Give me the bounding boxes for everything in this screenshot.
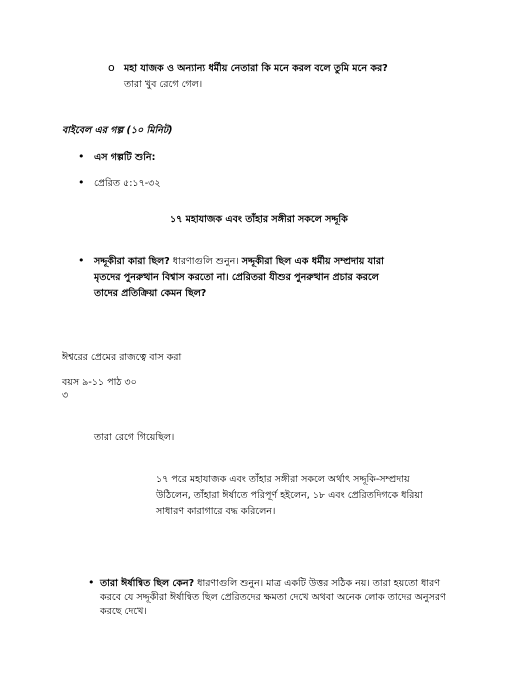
listen-instruction: এস গল্পটি শুনি: (94, 152, 156, 163)
question-2-line-1-rest: সদ্দূকীরা ছিল এক ধর্মীয় সম্প্রদায় যারা (241, 256, 384, 267)
hollow-bullet: o (108, 61, 115, 74)
scripture-line-3: সাধারণ কারাগারে বদ্ধ করিলেন। (156, 506, 276, 517)
question-2-instruction: ধারণাগুলি শুনুন। (169, 256, 242, 267)
question-3-line-2: করবে যে সদ্দূকীরা ঈর্ষান্বিত ছিল প্রেরিতদের ক্ষমতা দেখে অথবা অনেক লোক তাদের অনুসরণ (100, 592, 446, 603)
question-2-line-2: মৃতদের পুনরুত্থান বিশ্বাস করতো না। প্রেরিতরা যীশুর পুনরুত্থান প্রচার করলে (94, 272, 379, 283)
question-3-instruction: ধারণাগুলি শুনুন। মাত্র একটি উত্তর সঠিক নয়। তারা হয়তো ধারণ (194, 578, 441, 589)
age-lesson: বয়স ৯-১১ পাঠ ৩০ (62, 377, 137, 388)
question-2-line-3: তাদের প্রতিক্রিয়া কেমন ছিল? (94, 288, 207, 299)
scripture-reference: প্রেরিত ৫:১৭-৩২ (94, 178, 161, 189)
bullet: • (78, 254, 85, 267)
question-2-lead: সদ্দূকীরা কারা ছিল? (94, 256, 170, 267)
question-3-line-3: করছে দেখে। (100, 606, 147, 617)
bullet: • (78, 150, 85, 163)
question-3-question: তারা ঈর্ষান্বিত ছিল কেন? (100, 578, 195, 589)
scripture-line-1: ১৭ পরে মহাযাজক এবং তাঁহার সঙ্গীরা সকলে অর্থাৎ সদ্দূকি-সম্প্রদায় (156, 474, 410, 485)
answer-1: তারা খুব রেগে গেল। (124, 79, 203, 90)
question-2-line-1 (94, 254, 384, 269)
question-1: মহা যাজক ও অন্যান্য ধর্মীয় নেতারা কি মনে করল বলে তুমি মনে কর? (124, 63, 388, 74)
bullet: • (88, 576, 95, 589)
answer-2: তারা রেগে গিয়েছিল। (94, 432, 175, 443)
series-title: ঈশ্বরের প্রেমের রাজত্বে বাস করা (62, 352, 182, 363)
bullet: • (78, 176, 85, 189)
section-heading: বাইবেল এর গল্প (১০ মিনিট) (62, 125, 173, 136)
question-3-line-1 (100, 576, 440, 591)
page-number: ৩ (62, 390, 69, 401)
scripture-line-2: উঠিলেন, তাঁহারা ঈর্ষাতে পরিপূর্ণ হইলেন, ১৮ এবং প্রেরিতদিগকে ধরিয়া (156, 490, 423, 501)
verse-title: ১৭ মহাযাজক এবং তাঁহার সঙ্গীরা সকলে সদ্দূকি (170, 214, 348, 225)
